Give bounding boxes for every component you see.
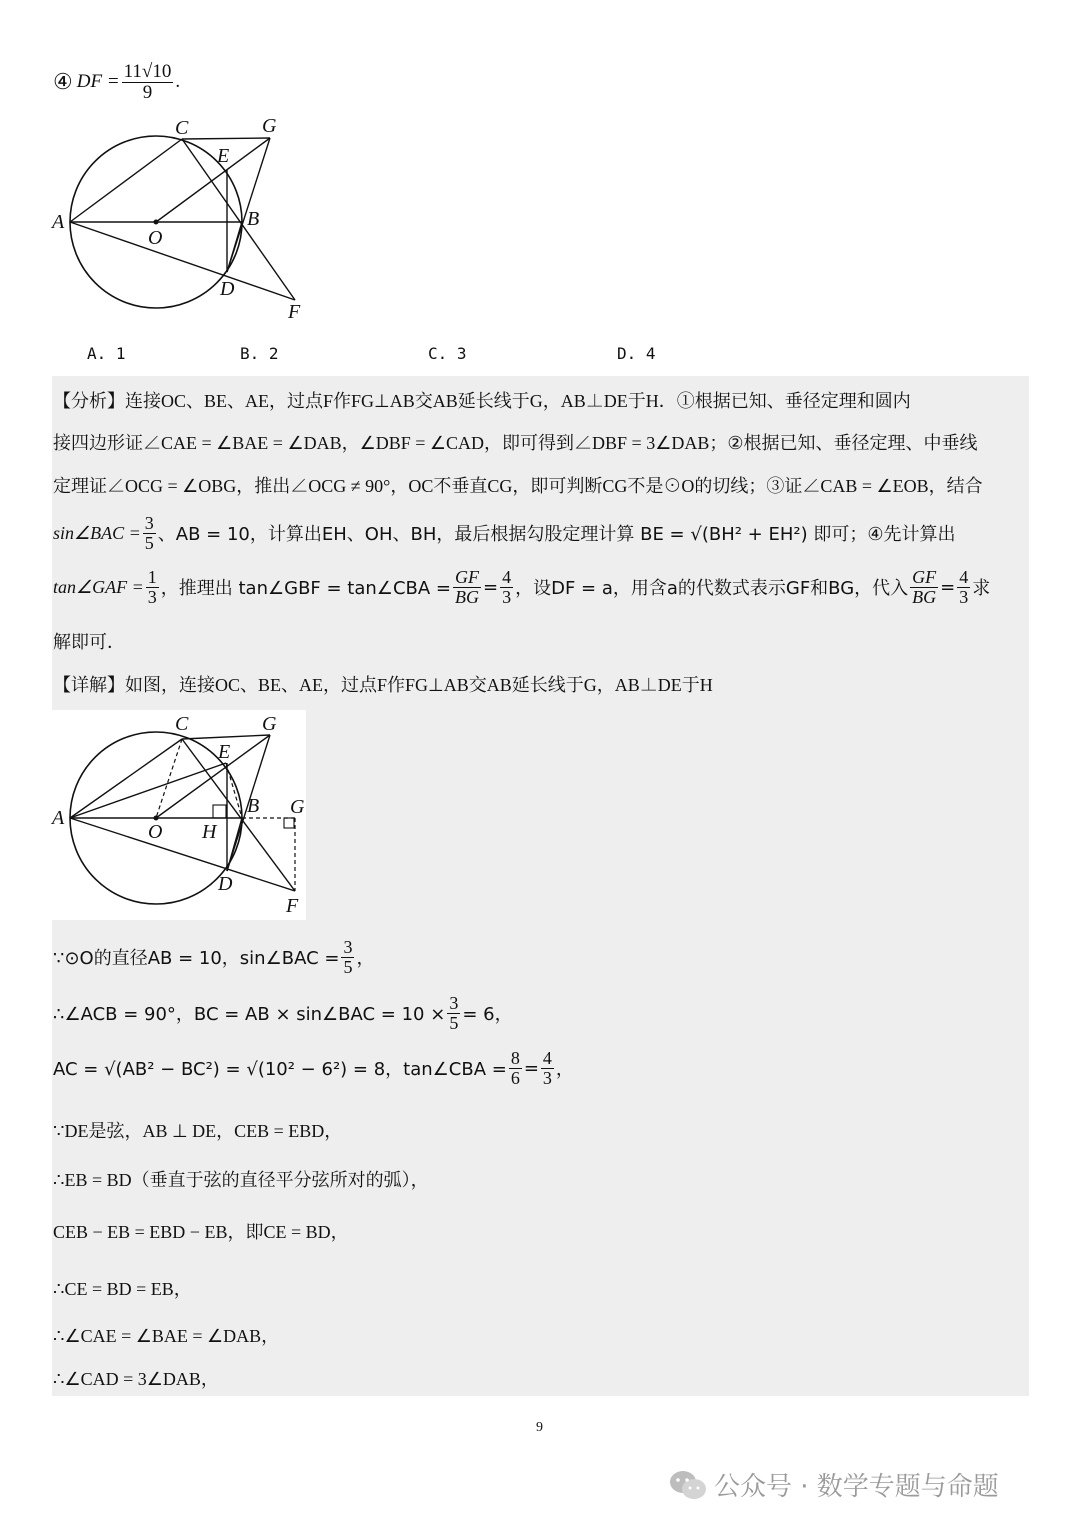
fraction — [541, 1049, 554, 1088]
wechat-icon — [668, 1469, 708, 1501]
frac-num: GF — [912, 567, 937, 587]
frac-den: 3 — [542, 1067, 552, 1088]
label-g-top: G — [262, 713, 277, 735]
frac-num: 3 — [144, 513, 154, 533]
detail-heading: 【详解】如图，连接OC、BE、AE，过点F作FG⊥AB交AB延长线于G，AB⊥DE于H — [53, 675, 713, 695]
period: . — [175, 71, 181, 93]
step-1 — [53, 938, 374, 977]
segment-ac — [70, 139, 182, 222]
fraction — [143, 514, 156, 553]
segment-bd — [227, 222, 242, 272]
analysis-text: 求 — [972, 578, 991, 600]
frac-den: 3 — [502, 586, 512, 607]
label-g: G — [262, 115, 277, 137]
label-g: G — [290, 796, 305, 818]
label-o: O — [148, 227, 163, 249]
frac-den: BG — [912, 586, 937, 607]
frac-num: 11√10 — [123, 61, 172, 82]
step-text: = — [523, 1057, 539, 1079]
analysis-line-1: 【分析】连接OC、BE、AE，过点F作FG⊥AB交AB延长线于G，AB⊥DE于H．①根据已知、垂径定理和圆内 — [53, 391, 911, 411]
frac-num: 4 — [959, 567, 969, 587]
tan-gaf: tan∠GAF = — [53, 576, 144, 597]
frac-den: 9 — [142, 81, 153, 103]
fraction — [500, 568, 513, 607]
equals: = — [940, 576, 956, 598]
fraction — [453, 568, 481, 607]
label-o: O — [148, 821, 163, 843]
sin-bac: sin∠BAC = — [53, 522, 141, 543]
circled-number: ④ — [53, 69, 73, 95]
watermark-text: 公众号 · 数学专题与命题 — [714, 1472, 999, 1502]
step-9: ∴∠CAD = 3∠DAB， — [53, 1369, 219, 1389]
frac-num: 4 — [502, 567, 512, 587]
analysis-line-3: 定理证∠OCG = ∠OBG，推出∠OCG ≠ 90°，OC不垂直CG，即可判断CG不是⊙O的切线；③证∠CAB = ∠EOB，结合 — [53, 476, 983, 496]
label-b: B — [247, 208, 260, 230]
item4-line — [53, 62, 180, 103]
label-a: A — [52, 807, 65, 829]
analysis-text: 、AB = 10，计算出EH、OH、BH，最后根据勾股定理计算 BE = √(BH² + EH²) 即可；④先计算出 — [157, 524, 956, 546]
segment-af — [70, 222, 295, 300]
step-7: ∴CE = BD = EB， — [53, 1279, 192, 1299]
step-text: AC = √(AB² − BC²) = √(10² − 6²) = 8，tan∠CBA = — [53, 1059, 507, 1081]
page-number: 9 — [536, 1420, 543, 1435]
step-3 — [53, 1049, 574, 1088]
frac-num: 3 — [449, 993, 459, 1013]
frac-den: 5 — [343, 956, 353, 977]
label-d: D — [220, 278, 235, 300]
fraction — [957, 568, 970, 607]
geometry-figure-top — [50, 112, 320, 327]
label-d: D — [218, 873, 233, 895]
expr-lhs: DF = — [76, 71, 120, 93]
fraction — [509, 1049, 522, 1088]
step-text: ∵⊙O的直径AB = 10，sin∠BAC = — [53, 948, 340, 970]
step-text: ， — [356, 948, 375, 970]
frac-den: 3 — [147, 586, 157, 607]
option-b: B. 2 — [240, 344, 279, 363]
center-dot — [154, 220, 159, 225]
step-text: ， — [555, 1059, 574, 1081]
analysis-text: ，设DF = a，用含a的代数式表示GF和BG，代入 — [515, 578, 909, 600]
label-e: E — [218, 741, 231, 763]
label-c: C — [175, 117, 189, 139]
frac-den: 3 — [959, 586, 969, 607]
label-e: E — [217, 145, 230, 167]
analysis-text: ，推理出 tan∠GBF = tan∠CBA = — [160, 578, 451, 600]
step-4: ∵DE是弦，AB ⊥ DE，CEB = EBD， — [53, 1121, 343, 1141]
label-f: F — [288, 301, 301, 323]
label-a: A — [52, 211, 65, 233]
label-c: C — [175, 713, 189, 735]
step-text: = 6， — [462, 1004, 513, 1026]
frac-den: 5 — [144, 532, 154, 553]
label-b: B — [247, 795, 260, 817]
analysis-line-4 — [53, 514, 955, 553]
analysis-line-6: 解即可． — [53, 632, 125, 652]
step-8: ∴∠CAE = ∠BAE = ∠DAB， — [53, 1326, 280, 1346]
analysis-line-2: 接四边形证∠CAE = ∠BAE = ∠DAB，∠DBF = ∠CAD，即可得到∠DBF = 3∠DAB；②根据已知、垂径定理、中垂线 — [53, 433, 978, 453]
frac-num: 4 — [542, 1048, 552, 1068]
equals: = — [482, 576, 499, 598]
geometry-figure-detail — [50, 708, 312, 922]
step-6: CEB − EB = EBD − EB，即CE = BD， — [53, 1222, 349, 1242]
frac-den: BG — [454, 586, 479, 607]
option-c: C. 3 — [428, 344, 467, 363]
fraction — [341, 938, 354, 977]
fraction — [146, 568, 159, 607]
fraction — [447, 994, 460, 1033]
step-5: ∴EB = BD（垂直于弦的直径平分弦所对的弧）， — [53, 1170, 429, 1190]
fraction — [122, 62, 174, 103]
option-a: A. 1 — [87, 344, 126, 363]
frac-num: 1 — [147, 567, 157, 587]
label-h: H — [202, 821, 217, 843]
segment-cf — [182, 139, 295, 300]
segment-cg — [182, 138, 270, 139]
frac-num: GF — [454, 567, 479, 587]
analysis-line-5 — [53, 568, 990, 607]
fraction — [910, 568, 938, 607]
frac-den: 6 — [510, 1067, 520, 1088]
frac-den: 5 — [449, 1012, 459, 1033]
frac-num: 3 — [343, 937, 353, 957]
watermark — [668, 1466, 999, 1503]
step-text: ∴∠ACB = 90°，BC = AB × sin∠BAC = 10 × — [53, 1004, 446, 1026]
option-d: D. 4 — [617, 344, 656, 363]
label-f: F — [286, 895, 299, 917]
frac-num: 8 — [510, 1048, 520, 1068]
step-2 — [53, 994, 513, 1033]
